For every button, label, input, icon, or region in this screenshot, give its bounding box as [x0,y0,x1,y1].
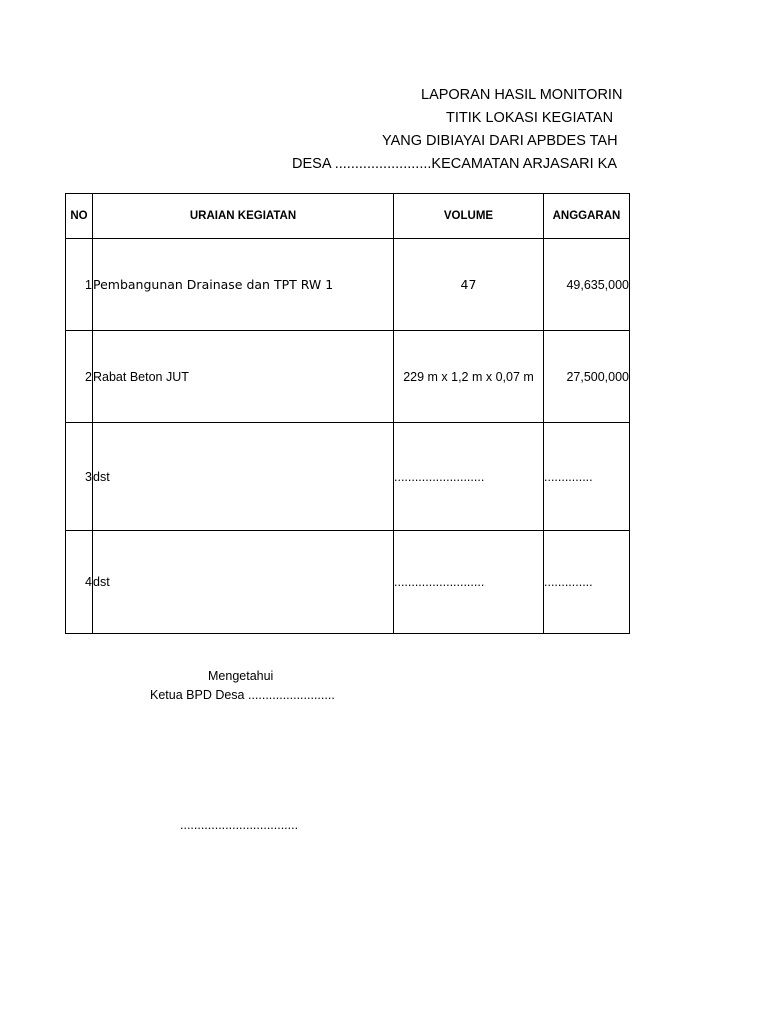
signature-acknowledged-label: Mengetahui [208,669,274,683]
header-title-line: LAPORAN HASIL MONITORIN [421,87,623,103]
signature-title: Ketua BPD Desa ......................... [150,688,335,702]
activity-table [65,193,630,634]
cell-anggaran: 49,635,000 [544,239,630,331]
cell-uraian: Rabat Beton JUT [93,331,394,423]
cell-volume: .......................... [394,531,544,634]
signature-name-line: .................................. [180,818,299,832]
column-header-no: NO [66,194,93,239]
table-row [66,423,630,531]
table-row [66,531,630,634]
cell-no: 3 [66,423,93,531]
column-header-anggaran: ANGGARAN [544,194,630,239]
table-header-row [66,194,630,239]
header-village-line: DESA ........................KECAMATAN ARJASARI KA [292,156,617,172]
cell-no: 2 [66,331,93,423]
cell-anggaran: 27,500,000 [544,331,630,423]
cell-uraian: dst [93,531,394,634]
cell-uraian: dst [93,423,394,531]
column-header-uraian: URAIAN KEGIATAN [93,194,394,239]
cell-uraian: Pembangunan Drainase dan TPT RW 1 [93,239,394,331]
cell-volume: 47 [394,239,544,331]
cell-volume: .......................... [394,423,544,531]
header-funding-line: YANG DIBIAYAI DARI APBDES TAH [382,133,618,149]
column-header-volume: VOLUME [394,194,544,239]
table-row [66,331,630,423]
cell-anggaran: .............. [544,423,630,531]
cell-anggaran: .............. [544,531,630,634]
table-row [66,239,630,331]
cell-volume: 229 m x 1,2 m x 0,07 m [394,331,544,423]
cell-no: 1 [66,239,93,331]
cell-no: 4 [66,531,93,634]
header-location-line: TITIK LOKASI KEGIATAN [446,110,614,126]
